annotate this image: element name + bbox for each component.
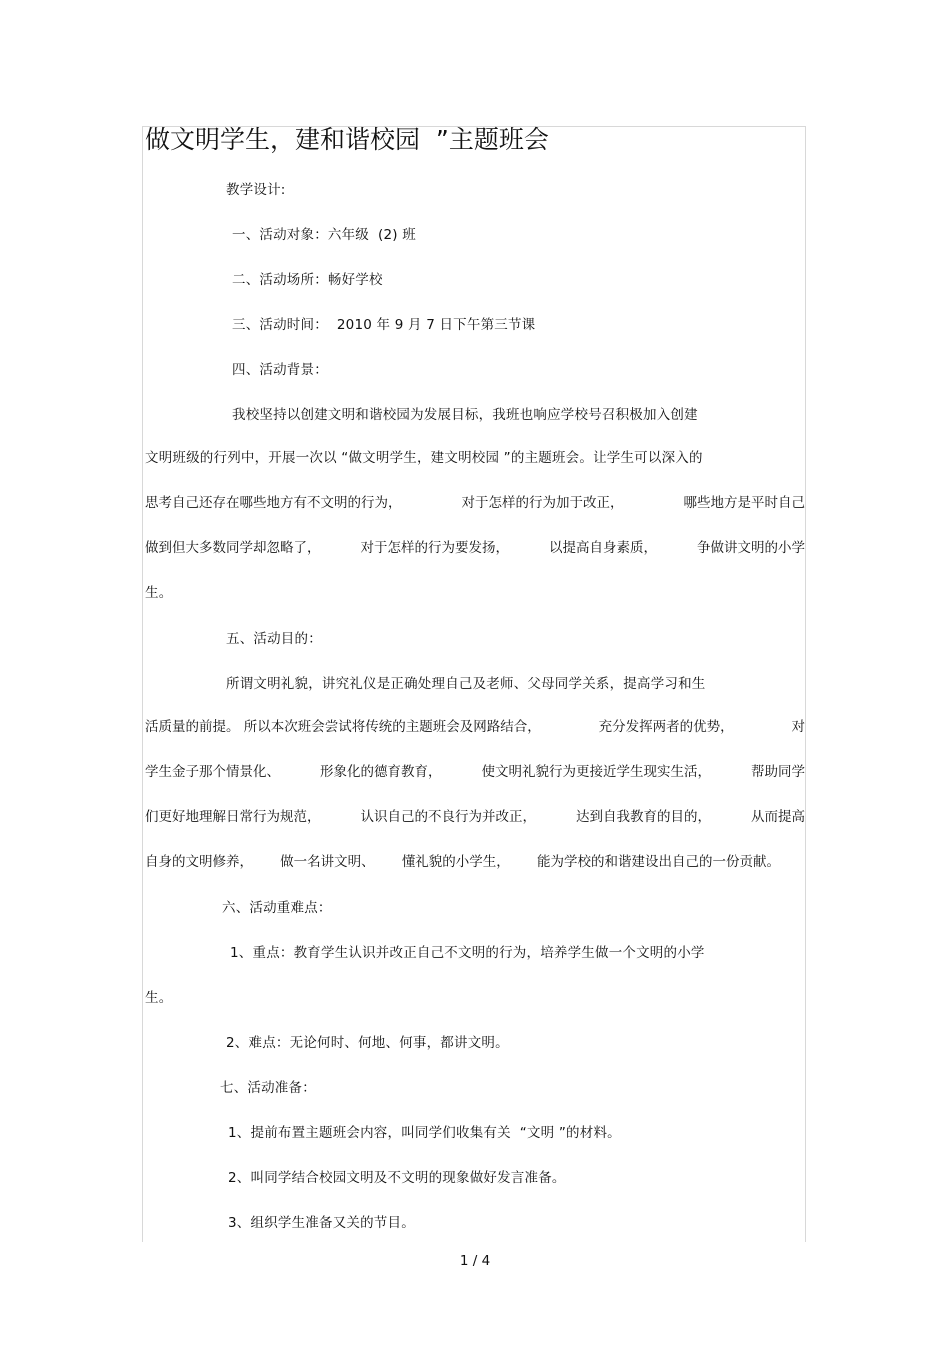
text-fragment: 从而提高 (751, 809, 805, 825)
key-point-1-continued: 生。 (145, 990, 173, 1006)
goal-line-3 (145, 762, 805, 782)
text-fragment: 做一名讲文明、 (280, 854, 375, 870)
text-fragment: 形象化的德育教育， (320, 764, 442, 780)
section-7-preparation: 七、活动准备： (220, 1080, 316, 1096)
background-line-3 (145, 493, 805, 513)
section-5-goal: 五、活动目的： (226, 631, 322, 647)
preparation-item-2: 2、叫同学结合校园文明及不文明的现象做好发言准备。 (228, 1170, 566, 1186)
key-point-2: 2、难点：无论何时、何地、何事，都讲文明。 (226, 1035, 509, 1051)
page-number: 1 / 4 (459, 1253, 491, 1269)
text-fragment: 充分发挥两者的优势， (598, 719, 734, 735)
text-fragment: 学生金子那个情景化、 (145, 764, 280, 780)
text-fragment: 活质量的前提。 所以本次班会尝试将传统的主题班会及网路结合， (145, 719, 541, 735)
document-title: 做文明学生，建和谐校园 ”主题班会 (145, 125, 549, 154)
goal-line-4 (145, 807, 805, 827)
background-line-2: 文明班级的行列中，开展一次以 “做文明学生，建文明校园 ”的主题班会。让学生可以深入的 (145, 450, 703, 466)
preparation-item-3: 3、组织学生准备又关的节目。 (228, 1215, 415, 1231)
preparation-item-1: 1、提前布置主题班会内容，叫同学们收集有关 “文明 ”的材料。 (228, 1125, 621, 1141)
text-fragment: 以提高自身素质， (549, 540, 657, 556)
text-fragment: 对 (791, 719, 805, 735)
goal-line-5 (145, 852, 780, 872)
text-fragment: 对于怎样的行为要发扬， (360, 540, 509, 556)
section-1-target: 一、活动对象：六年级 (2) 班 (232, 227, 416, 243)
text-fragment: 能为学校的和谐建设出自己的一份贡献。 (536, 854, 780, 870)
key-point-1: 1、重点：教育学生认识并改正自己不文明的行为，培养学生做一个文明的小学 (230, 945, 705, 961)
text-fragment: 对于怎样的行为加于改正， (461, 495, 624, 511)
text-fragment: 做到但大多数同学却忽略了， (145, 540, 321, 556)
text-fragment: 帮助同学 (751, 764, 805, 780)
section-6-key-points: 六、活动重难点： (222, 900, 332, 916)
background-line-4 (145, 538, 805, 558)
text-fragment: 争做讲文明的小学 (697, 540, 805, 556)
text-fragment: 自身的文明修养， (145, 854, 253, 870)
text-fragment: 达到自我教育的目的， (576, 809, 711, 825)
goal-line-2 (145, 717, 805, 737)
heading-teaching-design: 教学设计: (226, 182, 286, 198)
text-fragment: 懂礼貌的小学生， (401, 854, 510, 870)
text-fragment: 思考自己还存在哪些地方有不文明的行为， (145, 495, 402, 511)
text-fragment: 使文明礼貌行为更接近学生现实生活， (481, 764, 711, 780)
text-fragment: 哪些地方是平时自己 (683, 495, 805, 511)
text-fragment: 们更好地理解日常行为规范， (145, 809, 321, 825)
section-4-background: 四、活动背景： (232, 362, 328, 378)
section-3-time: 三、活动时间： 2010 年 9 月 7 日下午第三节课 (232, 317, 536, 333)
section-2-venue: 二、活动场所：畅好学校 (232, 272, 383, 288)
text-fragment: 认识自己的不良行为并改正， (360, 809, 536, 825)
background-line-1: 我校坚持以创建文明和谐校园为发展目标，我班也响应学校号召积极加入创建 (232, 407, 698, 423)
background-line-5: 生。 (145, 585, 173, 601)
goal-line-1: 所谓文明礼貌，讲究礼仪是正确处理自己及老师、父母同学关系，提高学习和生 (226, 676, 706, 692)
